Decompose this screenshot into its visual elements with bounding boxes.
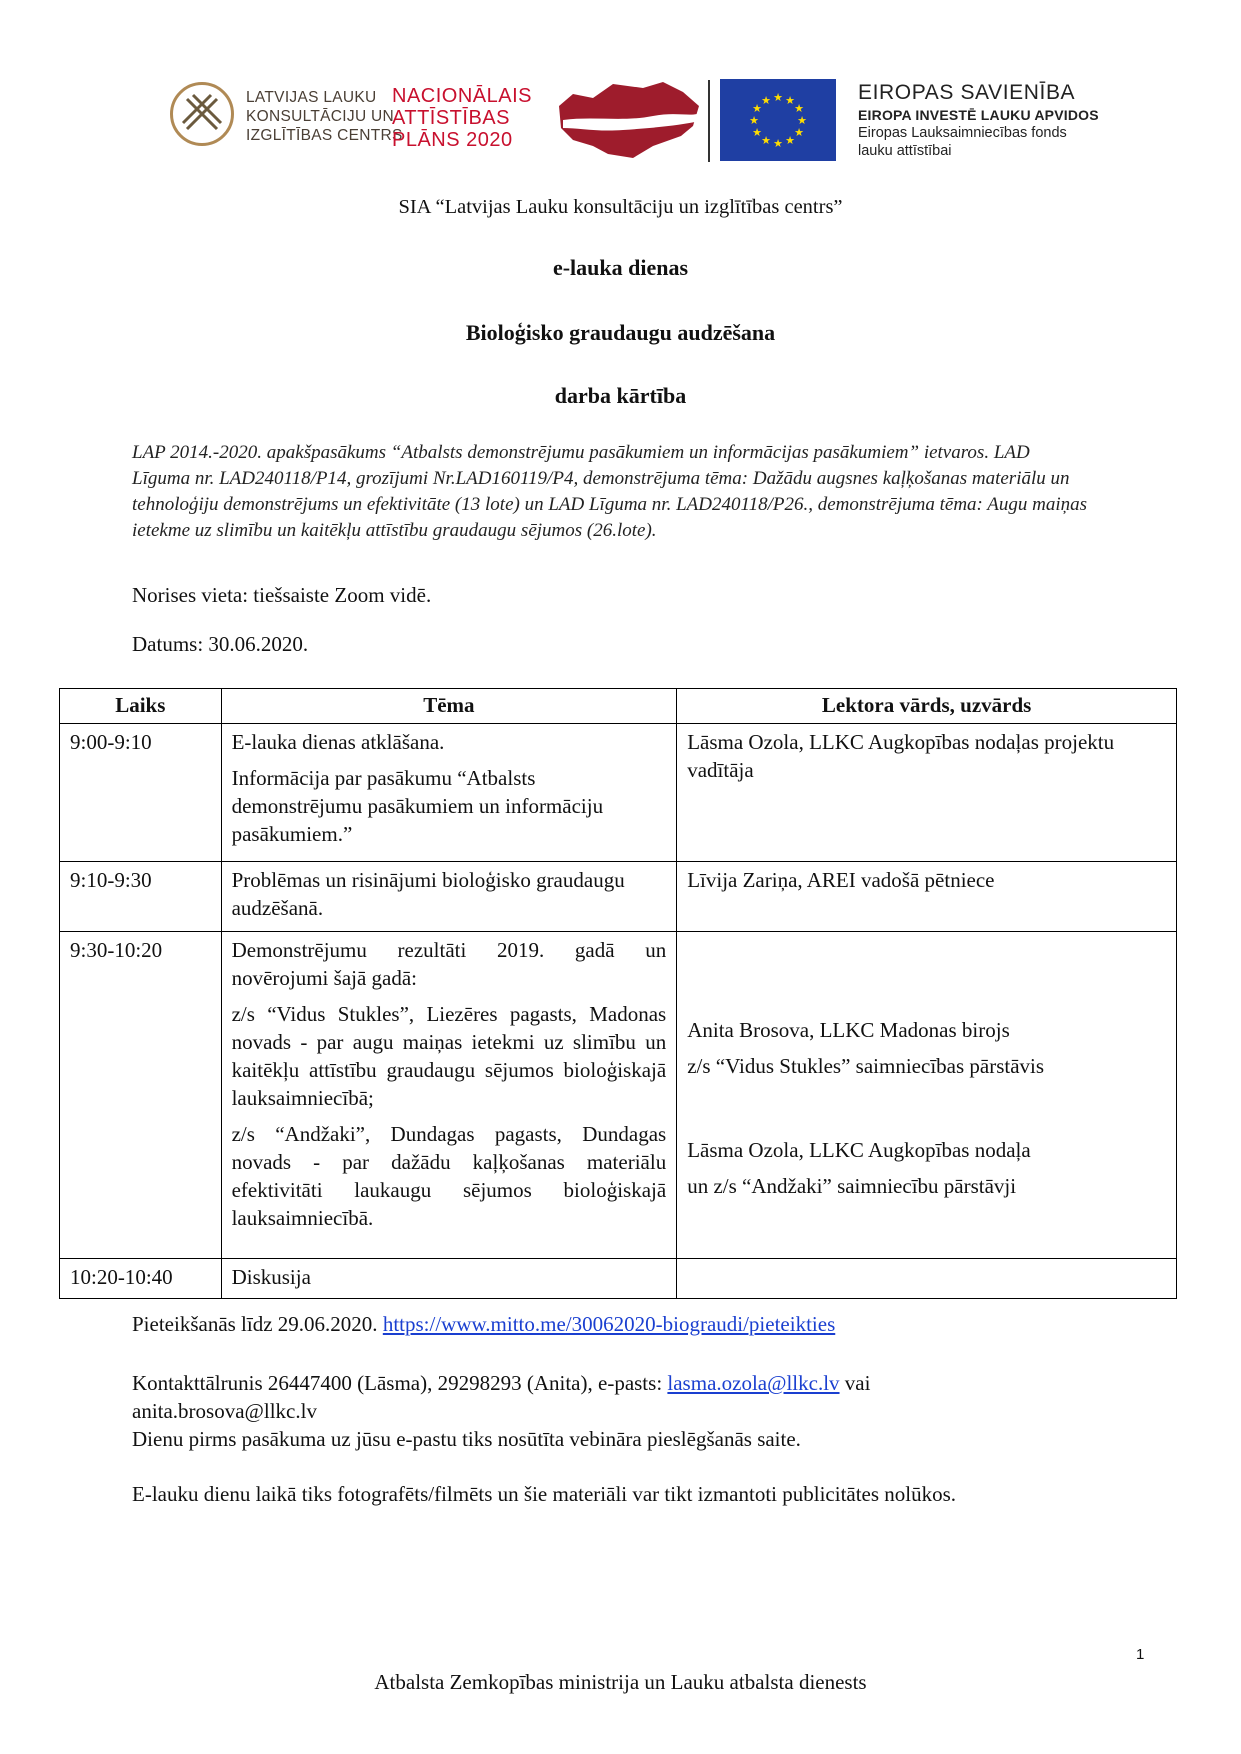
lecturer-line: Anita Brosova, LLKC Madonas birojs xyxy=(687,1018,1010,1042)
lecturer-line: Lāsma Ozola, LLKC Augkopības nodaļa xyxy=(687,1138,1031,1162)
llkc-line-2: KONSULTĀCIJU UN xyxy=(246,108,395,125)
signup-link[interactable]: https://www.mitto.me/30062020-biograudi/pieteikties xyxy=(382,1312,836,1336)
program-description: LAP 2014.-2020. apakšpasākums “Atbalsts demonstrējumu pasākumiem un informācijas pasākumiem” ietvaros. LAD Līguma nr. LAD240118/P14, grozījumi Nr.LAD160119/P4, demonstrējuma tēma: Dažādu augsnes kaļķošanas materiālu un tehnoloģiju demonstrējums un efektivitāte (13 lote) un LAD Līguma nr. LAD240118/P26., demonstrējuma tēma: Augu maiņas ietekme uz slimību un kaitēkļu attīstību graudaugu sējumos (26.lote). xyxy=(132,442,1088,541)
signup-text: Pieteikšanās līdz 29.06.2020. xyxy=(132,1312,378,1336)
contact-or: vai xyxy=(844,1371,871,1395)
svg-text:★: ★ xyxy=(794,102,804,115)
svg-text:★: ★ xyxy=(761,94,771,107)
topic-line: Diskusija xyxy=(231,1265,311,1289)
eu-subtitle-2: Eiropas Lauksaimniecības fonds xyxy=(858,125,1067,141)
signup-line xyxy=(132,1312,835,1337)
row-time: 9:10-9:30 xyxy=(60,862,222,932)
contact-text: Kontakttālrunis 26447400 (Lāsma), 29298293 (Anita), e-pasts: xyxy=(132,1371,663,1395)
header-lecturer: Lektora vārds, uzvārds xyxy=(677,689,1177,724)
table-row xyxy=(60,724,1177,862)
page-number: 1 xyxy=(1136,1646,1145,1663)
svg-text:★: ★ xyxy=(785,134,795,147)
row-time: 9:00-9:10 xyxy=(60,724,222,862)
row-topic xyxy=(221,1259,677,1299)
topic-line: E-lauka dienas atklāšana. xyxy=(231,730,445,754)
eu-title: EIROPAS SAVIENĪBA xyxy=(858,81,1076,104)
logo-divider xyxy=(708,80,710,162)
lecturer-line: Līvija Zariņa, AREI vadošā pētniece xyxy=(687,868,995,892)
topic-line: z/s “Andžaki”, Dundagas pagasts, Dundagas novads - par dažādu kaļķošanas materiālu efektivitāti laukaugu sējumos bioloģiskajā lauksaimniecībā. xyxy=(231,1122,667,1230)
venue: Norises vieta: tiešsaiste Zoom vidē. xyxy=(132,583,432,607)
llkc-line-3: IZGLĪTĪBAS CENTRS xyxy=(246,127,403,144)
row-topic xyxy=(221,724,677,862)
header-time: Laiks xyxy=(60,689,222,724)
svg-text:★: ★ xyxy=(761,134,771,147)
topic-line: Demonstrējumu rezultāti 2019. gadā un novērojumi šajā gadā: xyxy=(231,938,667,990)
nap-line-3: PLĀNS 2020 xyxy=(392,129,513,151)
svg-text:★: ★ xyxy=(785,94,795,107)
topic-line: z/s “Vidus Stukles”, Liezēres pagasts, Madonas novads - par augu maiņas ietekmi uz slimību un kaitēkļu attīstību graudaugu sējumos bioloģiskajā lauksaimniecībā; xyxy=(231,1002,667,1110)
row-lecturer xyxy=(677,724,1177,862)
lecturer-line: un z/s “Andžaki” saimniecību pārstāvji xyxy=(687,1174,1017,1198)
webinar-note: Dienu pirms pasākuma uz jūsu e-pastu tiks nosūtīta vebināra pieslēgšanās saite. xyxy=(132,1427,801,1451)
table-row xyxy=(60,1259,1177,1299)
topic-line: Problēmas un risinājumi bioloģisko graudaugu audzēšanā. xyxy=(231,868,625,920)
eu-subtitle-1: EIROPA INVESTĒ LAUKU APVIDOS xyxy=(858,107,1099,123)
llkc-emblem-icon xyxy=(170,82,234,146)
svg-text:★: ★ xyxy=(752,102,762,115)
lecturer-line: z/s “Vidus Stukles” saimniecības pārstāvis xyxy=(687,1054,1045,1078)
document-title: e-lauka dienas xyxy=(552,255,689,280)
support-footer: Atbalsta Zemkopības ministrija un Lauku atbalsta dienests xyxy=(374,1670,867,1694)
row-topic xyxy=(221,862,677,932)
table-row xyxy=(60,932,1177,1259)
eu-flag-icon xyxy=(720,79,836,161)
contact-email-2: anita.brosova@llkc.lv xyxy=(132,1399,317,1423)
table-row xyxy=(60,862,1177,932)
contact-block xyxy=(132,1369,1132,1453)
row-time: 9:30-10:20 xyxy=(60,932,222,1259)
latvia-map-icon xyxy=(553,76,703,166)
nap-line-1: NACIONĀLAIS xyxy=(392,85,532,107)
row-lecturer xyxy=(677,932,1177,1259)
document-subtitle: Bioloģisko graudaugu audzēšana xyxy=(465,320,776,345)
agenda-table xyxy=(59,688,1177,1299)
row-lecturer xyxy=(677,1259,1177,1299)
eu-logo-text xyxy=(858,80,1099,160)
lecturer-line: Lāsma Ozola, LLKC Augkopības nodaļas projektu vadītāja xyxy=(687,730,1115,782)
svg-text:★: ★ xyxy=(752,126,762,139)
svg-text:★: ★ xyxy=(797,114,807,127)
topic-line: Informācija par pasākumu “Atbalsts demonstrējumu pasākumiem un informāciju pasākumiem.” xyxy=(231,766,604,846)
row-lecturer xyxy=(677,862,1177,932)
organization-name: SIA “Latvijas Lauku konsultāciju un izglītības centrs” xyxy=(398,196,843,218)
table-header-row xyxy=(60,689,1177,724)
agenda-heading: darba kārtība xyxy=(554,383,687,408)
eu-subtitle-3: lauku attīstībai xyxy=(858,143,952,159)
svg-text:★: ★ xyxy=(773,137,783,150)
nap-line-2: ATTĪSTĪBAS xyxy=(392,107,510,129)
svg-text:★: ★ xyxy=(794,126,804,139)
row-topic xyxy=(221,932,677,1259)
llkc-line-1: LATVIJAS LAUKU xyxy=(246,89,377,106)
svg-text:★: ★ xyxy=(773,91,783,104)
header-topic: Tēma xyxy=(221,689,677,724)
svg-text:★: ★ xyxy=(749,114,759,127)
nap-logo xyxy=(392,85,532,151)
email-link[interactable]: lasma.ozola@llkc.lv xyxy=(667,1371,840,1395)
row-time: 10:20-10:40 xyxy=(60,1259,222,1299)
photo-note: E-lauku dienu laikā tiks fotografēts/filmēts un šie materiāli var tikt izmantoti publicitātes nolūkos. xyxy=(132,1482,957,1506)
event-date: Datums: 30.06.2020. xyxy=(132,632,309,656)
